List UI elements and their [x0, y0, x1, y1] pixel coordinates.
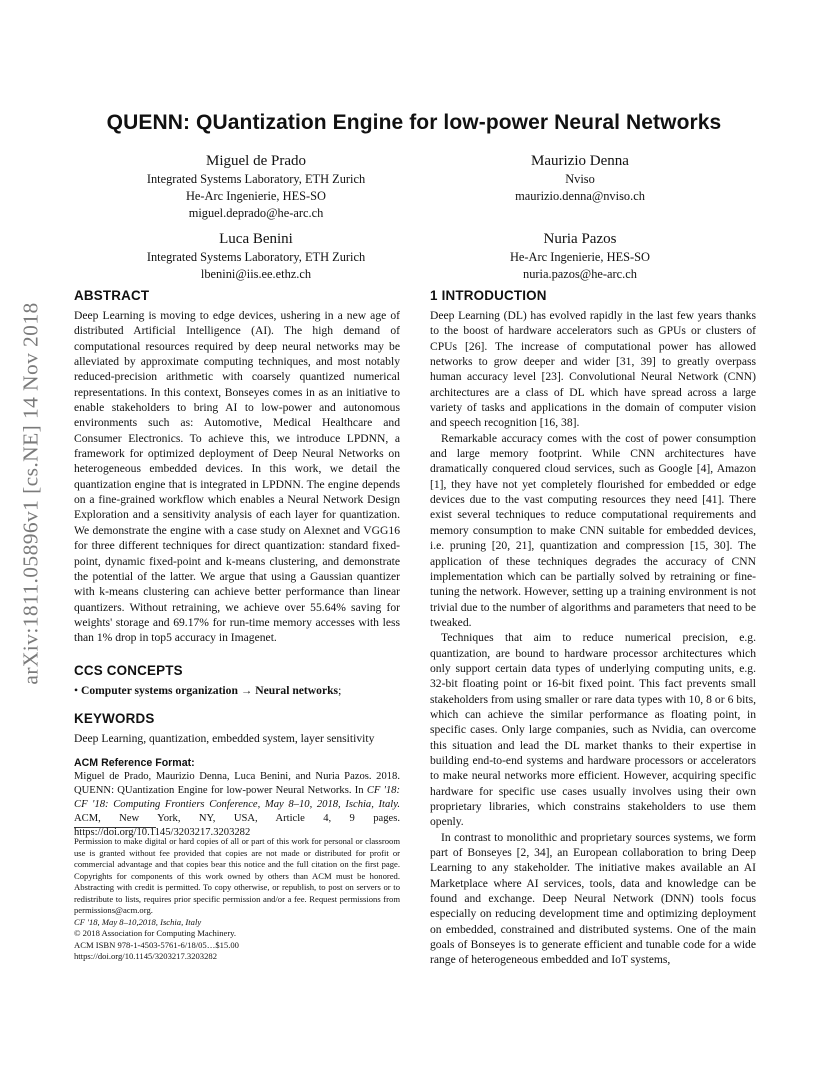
permission-footnote	[74, 836, 400, 963]
keywords-text: Deep Learning, quantization, embedded system, layer sensitivity	[74, 731, 375, 745]
left-column	[74, 288, 400, 840]
reference-text: Miguel de Prado, Maurizio Denna, Luca Benini, and Nuria Pazos. 2018. QUENN: QUantization Engine for low-power Neural Networks. In	[74, 771, 400, 797]
keywords-heading: KEYWORDS	[74, 710, 155, 726]
author-block-3	[116, 229, 396, 283]
abstract-text: Deep Learning is moving to edge devices, ushering in a new age of distributed Artificial Intelligence (AI). The high demand of computational resources required by deep neural networks may be alleviated by approximate computing techniques, and most notably reduced-precision arithmetic with coarsely quantized numerical representations. In this context, Bonseyes comes in as an initiative to enable stakeholders to bring AI to low-power and autonomous environments such as: Automotive, Medical Healthcare and Consumer Electronics. To achieve this, we introduce LPDNN, a framework for optimized deployment of Deep Neural Networks on heterogeneous embedded devices. In this work, we detail the quantization engine that is integrated in LPDNN. The engine depends on a fine-grained workflow which enables a Neural Network Design Exploration and a sensitivity analysis of each layer for quantization. We demonstrate the engine with a case study on Alexnet and VGG16 for three different techniques for direct quantization: standard fixed-point, dynamic fixed-point and k-means clustering, and demonstrate the potential of the latter. We argue that using a Gaussian quantizer with k-means clustering can achieve better performance than linear quantizers. Without retraining, we achieve over 55.64% saving for weights' storage and 69.17% for run-time memory accesses with less than 1% drop in top5 accuracy in Imagenet.	[74, 309, 400, 645]
intro-paragraph: Deep Learning (DL) has evolved rapidly in the last few years thanks to the boost of hardware accelerators such as GPUs or clusters of CPUs [26]. The increase of computational power has allowed networks to grow deeper and wider [31, 39] to greatly overpass human accuracy level [23]. Convolutional Neural Network (CNN) architectures are a class of DL which have spread across a large variety of tasks and applications in the domain of computer vision and speech recognition [16, 38].	[430, 309, 756, 430]
author-name: Maurizio Denna	[531, 153, 629, 169]
ccs-concept: Computer systems organization → Neural networks	[80, 683, 339, 697]
intro-paragraph: Techniques that aim to reduce numerical precision, e.g. quantization, are bound to hardware processor architectures which only support certain data types of underlying computing units, e.g. 32-bit floating point or 16-bit fixed point. This fact prevents small stakeholders from using smaller or rare data types with 10, 8 or 6 bits, which can achieve the similar performance as floating point, in specific cases. Only large companies, such as Nvidia, can overcome this situation and lead the DL market thanks to their expertise in building end-to-end systems and hardware processors or accelerators to make neural networks more efficient. However, acquiring specific hardware for specific use cases usually involves using their own proprietary libraries, which constrains stakeholders to use them openly.	[430, 631, 756, 829]
author-email: nuria.pazos@he-arc.ch	[523, 267, 637, 282]
ccs-bullet: •	[74, 683, 79, 697]
abstract-heading: ABSTRACT	[74, 288, 150, 303]
ccs-suffix: ;	[338, 683, 342, 697]
arxiv-stamp	[16, 246, 46, 746]
reference-format	[74, 770, 400, 840]
permission-text: Permission to make digital or hard copies of all or part of this work for personal or classroom use is granted without fee provided that copies are not made or distributed for profit or commercial advantage and that copies bear this notice and the full citation on the first page. Copyrights for components of this work owned by others than ACM must be honored. Abstracting with credit is permitted. To copy otherwise, or republish, to post on servers or to redistribute to lists, requires prior specific permission and/or a fee. Request permissions from permissions@acm.org.	[74, 836, 400, 915]
ccs-concepts	[74, 683, 400, 698]
intro-paragraph: Remarkable accuracy comes with the cost of power consumption and large memory footprint. While CNN architectures have dramatically conquered cloud services, such as Google [4], Amazon [1], they have not yet completely flourished for embedded or edge devices due to the vast computing resources they need [41]. There exist several techniques to reduce computational requirements and memory consumption to make CNN suitable for embedded devices, i.e. pruning [20, 21], quantization and compression [15, 30]. The application of these techniques degrades the accuracy of CNN implementation which can be partially solved by retraining or fine-tuning the network. However, setting up a training environment is not trivial due to the number of algorithms and parameters that need to be tweaked.	[430, 431, 756, 629]
right-column	[430, 288, 756, 968]
author-affiliation: He-Arc Ingenierie, HES-SO	[509, 250, 651, 264]
reference-venue: CF '18: CF '18: Computing Frontiers Conference, May 8–10, 2018, Ischia, Italy.	[74, 785, 401, 811]
arxiv-stamp-text: arXiv:1811.05896v1 [cs.NE] 14 Nov 2018	[18, 302, 43, 685]
author-affiliation: Nviso	[565, 172, 595, 186]
paper-title: QUENN: QUantization Engine for low-power Neural Networks	[106, 111, 722, 134]
author-affiliation: He-Arc Ingenierie, HES-SO	[185, 189, 327, 204]
abstract-body	[74, 308, 400, 646]
author-email: maurizio.denna@nviso.ch	[515, 189, 645, 204]
author-affiliation: Integrated Systems Laboratory, ETH Zurich	[146, 172, 366, 186]
doi-line: https://doi.org/10.1145/3203217.3203282	[74, 951, 217, 961]
reference-format-heading: ACM Reference Format:	[74, 757, 195, 770]
reference-text-end: ACM, New York, NY, USA, Article 4, 9 pages. https://doi.org/10.1145/3203217.3203282	[74, 813, 400, 839]
author-name: Miguel de Prado	[206, 153, 306, 169]
conference-line: CF '18, May 8–10,2018, Ischia, Italy	[74, 916, 202, 927]
intro-paragraph: In contrast to monolithic and proprietary sources systems, we form part of Bonseyes [2, 34], an European collaboration to bring Deep Learning to any stakeholder. The initiative makes available an AI Marketplace where AI services, tools, data and knowledge can be found and exchange. Deep Neural Network (DNN) tools focus especially on reducing development time and optimizing deployment on embedded, constrained and distributed systems. One of the main goals of Bonseyes is to generate efficient and tunable code for a wide range of heterogeneous embedded and IoT systems,	[430, 830, 756, 967]
ccs-heading: CCS CONCEPTS	[74, 662, 183, 678]
footnote-divider	[74, 827, 156, 828]
author-block-1	[116, 151, 396, 223]
author-block-4	[450, 229, 710, 283]
author-name: Luca Benini	[219, 231, 293, 247]
author-affiliation: Integrated Systems Laboratory, ETH Zurich	[146, 250, 366, 264]
author-email: miguel.deprado@he-arc.ch	[188, 206, 324, 221]
author-name: Nuria Pazos	[543, 231, 617, 247]
copyright-line: © 2018 Association for Computing Machinery.	[74, 928, 237, 938]
author-block-2	[450, 151, 710, 205]
introduction-body	[430, 308, 756, 968]
introduction-heading: 1 INTRODUCTION	[430, 288, 547, 303]
author-email: lbenini@iis.ee.ethz.ch	[200, 267, 312, 282]
isbn-line: ACM ISBN 978-1-4503-5761-6/18/05…$15.00	[74, 939, 239, 950]
